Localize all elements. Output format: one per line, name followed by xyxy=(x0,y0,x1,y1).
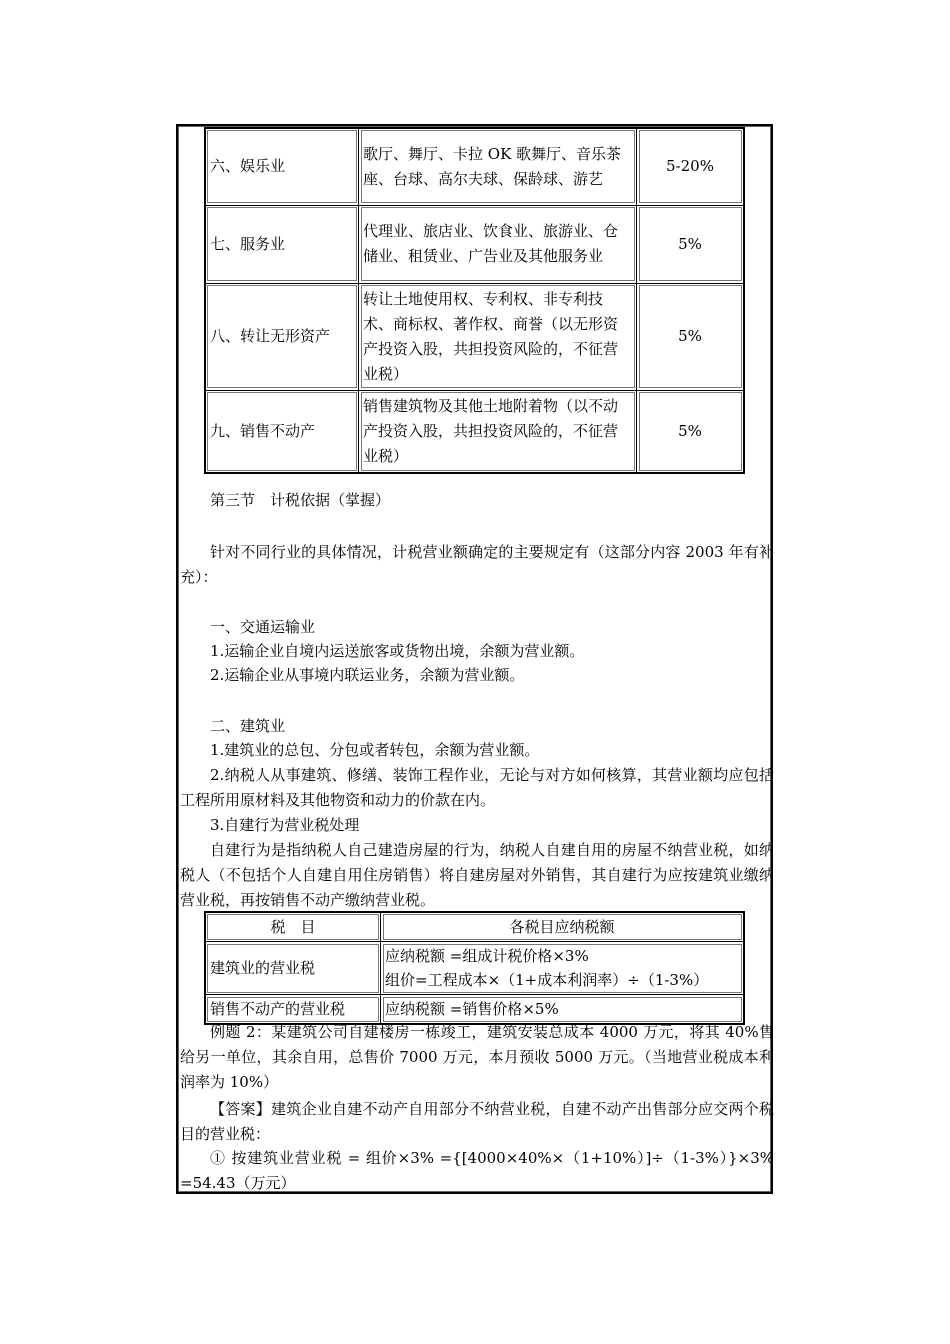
rate-item-cell: 六、娱乐业 xyxy=(205,128,359,205)
rate-item-cell: 七、服务业 xyxy=(205,205,359,283)
answer-text: 建筑企业自建不动产自用部分不纳营业税，自建不动产出售部分应交两个税目的营业税： xyxy=(180,1100,774,1143)
header-tax-item: 税 目 xyxy=(205,912,381,942)
table-row xyxy=(205,205,744,283)
construction-item-2: 2.纳税人从事建筑、修缮、装饰工程作业，无论与对方如何核算，其营业额均应包括工程所用原材料及其他物资和动力的价款在内。 xyxy=(180,766,774,809)
rate-item-cell: 八、转让无形资产 xyxy=(205,283,359,390)
construction-tax-item: 建筑业的营业税 xyxy=(205,942,381,995)
rate-scope-cell: 代理业、旅店业、饮食业、旅游业、仓储业、租赁业、广告业及其他服务业 xyxy=(359,205,637,283)
construction-item-1: 1.建筑业的总包、分包或者转包，余额为营业额。 xyxy=(210,741,540,759)
rate-item-cell: 九、销售不动产 xyxy=(205,390,359,473)
rate-scope-cell: 歌厅、舞厅、卡拉 OK 歌舞厅、音乐茶座、台球、高尔夫球、保龄球、游艺 xyxy=(359,128,637,205)
example-step-1: ① 按建筑业营业税 = 组价×3% ={[4000×40%×（1+10%）]÷（1-3%）}×3% =54.43（万元） xyxy=(180,1149,774,1192)
table-row xyxy=(205,128,744,205)
rate-scope-cell: 转让土地使用权、专利权、非专利技术、商标权、著作权、商誉（以无形资产投资入股，共担投资风险的，不征营业税） xyxy=(359,283,637,390)
rate-scope-cell: 销售建筑物及其他土地附着物（以不动产投资入股，共担投资风险的，不征营业税） xyxy=(359,390,637,473)
table-row xyxy=(205,283,744,390)
formula-line: 组价=工程成本×（1+成本利润率）÷（1-3%） xyxy=(385,971,709,989)
section-title: 第三节 计税依据（掌握） xyxy=(210,491,391,509)
table-header-row xyxy=(205,912,744,942)
transport-item-2: 2.运输企业从事境内联运业务，余额为营业额。 xyxy=(210,666,525,684)
construction-item-3: 3.自建行为营业税处理 xyxy=(210,816,360,834)
rate-value-cell: 5% xyxy=(637,205,745,283)
table-row xyxy=(205,942,744,995)
tax-rate-table xyxy=(204,127,745,474)
example-question: 例题 2：某建筑公司自建楼房一栋竣工，建筑安装总成本 4000 万元，将其 40%售给另一单位，其余自用，总售价 7000 万元，本月预收 5000 万元。（当地营业税成本利润率为 10%） xyxy=(180,1023,774,1091)
transport-item-1: 1.运输企业自境内运送旅客或货物出境，余额为营业额。 xyxy=(210,642,585,660)
rate-value-cell: 5-20% xyxy=(637,128,745,205)
answer-label: 【答案】 xyxy=(210,1100,271,1118)
rate-value-cell: 5% xyxy=(637,390,745,473)
construction-tax-formula xyxy=(381,942,745,995)
header-tax-amount: 各税目应纳税额 xyxy=(381,912,745,942)
realestate-tax-item: 销售不动产的营业税 xyxy=(205,995,381,1025)
table-row xyxy=(205,390,744,473)
formula-line: 应纳税额 =组成计税价格×3% xyxy=(385,947,589,965)
section-intro: 针对不同行业的具体情况，计税营业额确定的主要规定有（这部分内容 2003 年有补充）： xyxy=(180,543,774,586)
tax-calculation-table xyxy=(204,911,745,1025)
construction-heading: 二、建筑业 xyxy=(210,717,286,735)
realestate-tax-formula: 应纳税额 =销售价格×5% xyxy=(381,995,745,1025)
self-build-explanation: 自建行为是指纳税人自己建造房屋的行为，纳税人自建自用的房屋不纳营业税，如纳税人（不包括个人自建自用住房销售）将自建房屋对外销售，其自建行为应按建筑业缴纳营业税，再按销售不动产缴纳营业税。 xyxy=(180,841,774,909)
rate-value-cell: 5% xyxy=(637,283,745,390)
transport-heading: 一、交通运输业 xyxy=(210,618,316,636)
example-answer xyxy=(180,1097,774,1147)
